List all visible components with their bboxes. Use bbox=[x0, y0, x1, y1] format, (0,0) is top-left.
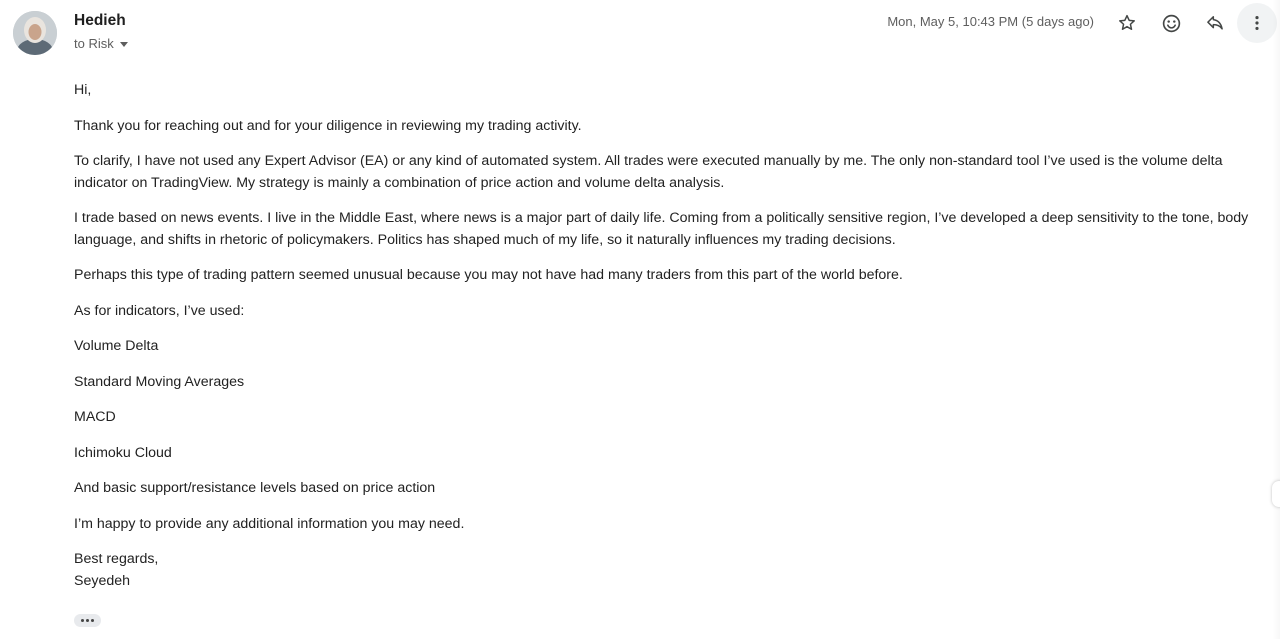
emoji-icon bbox=[1161, 13, 1182, 34]
closing-paragraph: I’m happy to provide any additional information you may need. bbox=[74, 515, 465, 532]
emoji-reaction-button[interactable] bbox=[1151, 3, 1191, 43]
email-body bbox=[74, 80, 1264, 592]
greeting: Hi, bbox=[74, 82, 92, 98]
star-button[interactable] bbox=[1107, 3, 1147, 43]
edge-shadow bbox=[1272, 0, 1280, 639]
body-paragraph: As for indicators, I’ve used: bbox=[74, 302, 245, 319]
side-panel-toggle[interactable] bbox=[1272, 481, 1280, 507]
ellipsis-dot-icon bbox=[86, 619, 89, 622]
body-paragraph: I trade based on news events. I live in the Middle East, where news is a major part of daily life. Coming from a politically sensitive region, I’ve developed a deep sensitivity to the tone, body language, and shifts in rhetoric of policymakers. Politics has shaped much of my life, so it naturally influences my trading decisions. bbox=[74, 210, 1249, 248]
reply-button[interactable] bbox=[1195, 3, 1235, 43]
indicator-item: Standard Moving Averages bbox=[74, 373, 245, 390]
indicator-item: Ichimoku Cloud bbox=[74, 444, 172, 461]
body-paragraph: Perhaps this type of trading pattern seemed unusual because you may not have had many traders from this part of the world before. bbox=[74, 267, 903, 283]
sender-name[interactable]: Hedieh bbox=[74, 12, 126, 29]
signoff: Best regards, bbox=[74, 551, 159, 567]
indicator-item: And basic support/resistance levels based on price action bbox=[74, 480, 436, 496]
reply-icon bbox=[1205, 13, 1225, 33]
recipient-label: to Risk bbox=[74, 36, 114, 51]
indicator-item: Volume Delta bbox=[74, 338, 159, 354]
ellipsis-dot-icon bbox=[91, 619, 94, 622]
recipient-details-toggle[interactable] bbox=[74, 36, 128, 51]
signature: Seyedeh bbox=[74, 572, 131, 589]
timestamp: Mon, May 5, 10:43 PM (5 days ago) bbox=[887, 14, 1094, 29]
body-paragraph: To clarify, I have not used any Expert Advisor (EA) or any kind of automated system. All trades were executed manually by me. The only non-standard tool I’ve used is the volume delta indicator on TradingView. My strategy is mainly a combination of price action and volume delta analysis. bbox=[74, 153, 1223, 191]
show-trimmed-content-button[interactable] bbox=[74, 614, 101, 627]
avatar[interactable] bbox=[13, 11, 57, 55]
indicator-item: MACD bbox=[74, 409, 116, 425]
body-paragraph: Thank you for reaching out and for your diligence in reviewing my trading activity. bbox=[74, 117, 582, 134]
avatar-photo bbox=[13, 11, 57, 55]
star-icon bbox=[1117, 13, 1137, 33]
more-options-button[interactable] bbox=[1237, 3, 1277, 43]
ellipsis-dot-icon bbox=[81, 619, 84, 622]
chevron-down-icon bbox=[120, 42, 128, 47]
more-vert-icon bbox=[1247, 13, 1267, 33]
